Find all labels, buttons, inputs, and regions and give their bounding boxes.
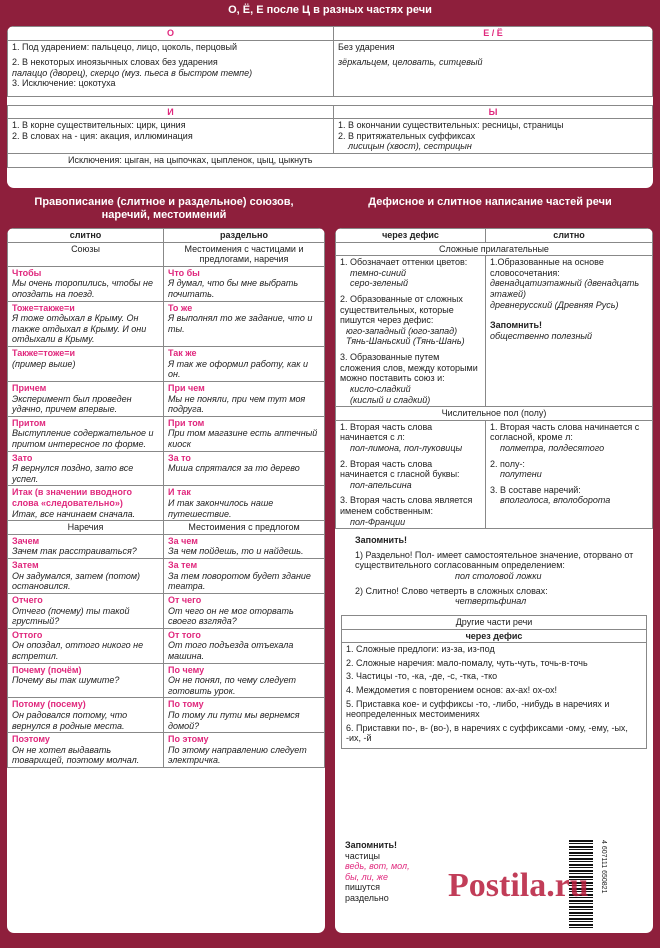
example-separate: Я выполнял то же задание, что и ты. bbox=[168, 313, 313, 334]
term-separate: По тому bbox=[168, 699, 204, 710]
remember-2: 2) Слитно! Слово четверть в сложных словах: bbox=[355, 585, 548, 596]
term-solid: Притом bbox=[12, 417, 46, 428]
watermark: Postila.ru bbox=[448, 867, 589, 904]
other-item: 6. Приставки по-, в- (во-), в наречиях с суффиксами -ому, -ему, -ых, -их, -й bbox=[346, 722, 628, 744]
adj-item: кисло-сладкий bbox=[350, 383, 411, 394]
term-separate: По этому bbox=[168, 734, 209, 745]
adj-item: 2. Образованные от сложных существительных, которые пишутся через дефис: bbox=[340, 294, 463, 326]
example-solid: (пример выше) bbox=[12, 358, 76, 369]
right-table bbox=[335, 228, 653, 529]
pol-item: полутени bbox=[500, 469, 542, 480]
adj-item: серо-зеленый bbox=[350, 278, 408, 289]
term-separate: За тем bbox=[168, 560, 198, 571]
o-item: 1. Под ударением: пальцецо, лицо, цоколь, перцовый bbox=[12, 41, 238, 52]
exceptions: Исключения: цыган, на цыпочках, цыпленок, цыц, цыкнуть bbox=[8, 154, 653, 168]
cell-solid bbox=[8, 698, 164, 733]
other-item: 4. Междометия с повторением основ: ах-ах! ох-ох! bbox=[346, 684, 557, 695]
cell-solid bbox=[8, 534, 164, 558]
cell-solid bbox=[8, 266, 164, 301]
sub-pronouns-prep: Местоимения с предлогом bbox=[164, 521, 325, 535]
example-separate: Я так же оформил работу, как и он. bbox=[168, 358, 309, 380]
table-row bbox=[8, 347, 325, 382]
cell-solid bbox=[8, 451, 164, 486]
example-solid: Выступление содержательное и притом интересное по форме. bbox=[12, 428, 154, 449]
pol-item: 2. Вторая часть слова начинается с гласной буквы: bbox=[340, 458, 460, 480]
example-separate: По тому ли пути мы вернемся домой? bbox=[168, 709, 300, 731]
cell-separate bbox=[164, 301, 325, 346]
sec-adjectives: Сложные прилагательные bbox=[336, 242, 653, 256]
remember-2-example: четвертьфинал bbox=[455, 596, 527, 607]
term-separate: То же bbox=[168, 302, 193, 313]
term-separate: При том bbox=[168, 417, 205, 428]
table-row bbox=[8, 266, 325, 301]
example-separate: От чего он не мог оторвать своего взгляда? bbox=[168, 605, 294, 627]
o-e-table bbox=[7, 26, 653, 97]
other-block bbox=[341, 615, 647, 749]
e-item: зёркальцем, целовать, ситцевый bbox=[338, 57, 483, 68]
top-card bbox=[7, 26, 653, 188]
cell-solid bbox=[8, 347, 164, 382]
example-solid: Он не хотел выдавать товарищей, поэтому молчал. bbox=[12, 744, 140, 766]
table-row bbox=[8, 381, 325, 416]
table-row bbox=[8, 301, 325, 346]
adj-item: юго-западный (юго-запад) bbox=[346, 325, 458, 336]
bottom-line: ведь, вот, мол, bbox=[345, 861, 410, 872]
left-col-b: раздельно bbox=[164, 229, 325, 243]
term-separate: За то bbox=[168, 452, 191, 463]
y-cell bbox=[334, 119, 653, 154]
term-solid: Чтобы bbox=[12, 267, 42, 278]
adj-item: 1.Образованные на основе словосочетания: bbox=[490, 257, 604, 278]
right-col-a: через дефис bbox=[336, 229, 486, 243]
example-separate: За чем пойдешь, то и найдешь. bbox=[168, 546, 304, 557]
term-solid: Потому (посему) bbox=[12, 699, 86, 710]
term-separate: По чему bbox=[168, 664, 205, 675]
other-item: 2. Сложные наречия: мало-помалу, чуть-чуть, точь-в-точь bbox=[346, 657, 588, 668]
pol-item: вполголоса, вполоборота bbox=[500, 495, 611, 506]
example-solid: Он задумался, затем (потом) остановился. bbox=[12, 570, 141, 592]
other-table bbox=[341, 615, 647, 749]
sub-adverbs: Наречия bbox=[8, 521, 164, 535]
term-separate: От того bbox=[168, 629, 201, 640]
adj-item: 1. Обозначает оттенки цветов: bbox=[340, 257, 468, 268]
table-row bbox=[8, 698, 325, 733]
bottom-title: Запомнить! bbox=[345, 840, 398, 850]
right-card bbox=[335, 228, 653, 933]
cell-solid bbox=[8, 301, 164, 346]
right-col-b: слитно bbox=[486, 229, 653, 243]
table-row bbox=[8, 593, 325, 628]
cell-separate bbox=[164, 347, 325, 382]
example-solid: Я вернулся поздно, зато все успел. bbox=[12, 463, 134, 484]
adj-item: древнерусский (Древняя Русь) bbox=[490, 299, 619, 310]
e-cell bbox=[334, 40, 653, 96]
cell-separate bbox=[164, 451, 325, 486]
left-title: Правописание (слитное и раздельное) союзов, наречий, местоимений bbox=[34, 196, 294, 222]
example-solid: Мы очень торопились, чтобы не опоздать на поезд. bbox=[12, 278, 153, 300]
example-solid: Он опоздал, оттого никого не встретил. bbox=[12, 640, 144, 661]
i-cell bbox=[8, 119, 334, 154]
remember-title: Запомнить! bbox=[355, 535, 408, 546]
adj-item: Запомнить! bbox=[490, 320, 543, 331]
top-title: О, Ё, Е после Ц в разных частях речи bbox=[228, 4, 432, 16]
term-solid: Зато bbox=[12, 452, 33, 463]
pol-item: пол-лимона, пол-луковицы bbox=[350, 442, 463, 453]
col-y: Ы bbox=[334, 105, 653, 119]
adj-item: общественно полезный bbox=[490, 330, 593, 341]
sub-pronouns: Местоимения с частицами и предлогами, наречия bbox=[164, 242, 325, 266]
table-row bbox=[8, 534, 325, 558]
o-item: 2. В некоторых иноязычных словах без ударения bbox=[12, 57, 218, 68]
pol-item: 2. полу-: bbox=[490, 458, 525, 469]
y-item: лисицын (хвост), сестрицын bbox=[348, 141, 472, 152]
adj-item: двенадцатиэтажный (двенадцать этажей) bbox=[490, 278, 640, 300]
cell-separate bbox=[164, 266, 325, 301]
y-item: 2. В притяжательных суффиксах bbox=[338, 130, 476, 141]
example-separate: При том магазине есть аптечный киоск bbox=[168, 428, 318, 449]
cell-separate bbox=[164, 628, 325, 663]
example-solid: Я тоже отдыхал в Крыму. Он также отдыхал в Крыму. И они отдыхали в Крыму. bbox=[12, 313, 147, 345]
example-solid: Почему вы так шумите? bbox=[12, 675, 120, 686]
other-item: 5. Приставка кое- и суффиксы -то, -либо, -нибудь в наречиях и неопределенных местоимениях bbox=[346, 698, 610, 720]
remember-block bbox=[335, 529, 653, 607]
o-item: палаццо (дворец), скерцо (муз. пьеса в быстром темпе) bbox=[12, 67, 253, 78]
cell-separate bbox=[164, 698, 325, 733]
term-solid: Затем bbox=[12, 560, 39, 571]
sub-unions: Союзы bbox=[8, 242, 164, 266]
cell-separate bbox=[164, 663, 325, 698]
o-item: 3. Исключение: цокотуха bbox=[12, 78, 116, 89]
example-separate: Он не понял, по чему следует готовить урок. bbox=[168, 675, 297, 696]
cell-solid bbox=[8, 733, 164, 768]
pol-item: пол-апельсина bbox=[350, 479, 412, 490]
e-item: Без ударения bbox=[338, 41, 395, 52]
adj-item: Тянь-Шаньский (Тянь-Шань) bbox=[346, 336, 465, 347]
i-y-table bbox=[7, 105, 653, 168]
term-separate: За чем bbox=[168, 535, 198, 546]
table-row bbox=[8, 733, 325, 768]
i-item: 1. В корне существительных: цирк, циния bbox=[12, 120, 186, 131]
cell-separate bbox=[164, 416, 325, 451]
pol-item: полметра, полдесятого bbox=[500, 442, 605, 453]
cell-solid bbox=[8, 416, 164, 451]
adj-hyphen bbox=[336, 256, 486, 407]
adj-item: темно-синий bbox=[350, 267, 406, 278]
example-separate: И так закончилось наше путешествие. bbox=[168, 498, 274, 519]
pol-item: пол-Франции bbox=[350, 516, 406, 527]
other-list bbox=[342, 643, 647, 749]
example-separate: Я думал, что бы мне выбрать почитать. bbox=[168, 278, 299, 300]
left-col-a: слитно bbox=[8, 229, 164, 243]
pol-item: 3. Вторая часть слова является именем собственным: bbox=[340, 495, 473, 517]
cell-separate bbox=[164, 559, 325, 594]
bottom-line: бы, ли, же bbox=[345, 871, 388, 882]
example-separate: Миша спрятался за то дерево bbox=[168, 463, 300, 474]
cell-separate bbox=[164, 593, 325, 628]
other-title: Другие части речи bbox=[342, 615, 647, 629]
bottom-line: раздельно bbox=[345, 893, 389, 904]
term-solid: Поэтому bbox=[12, 734, 50, 745]
cell-solid bbox=[8, 663, 164, 698]
term-separate: Что бы bbox=[168, 267, 200, 278]
cell-solid bbox=[8, 381, 164, 416]
left-card bbox=[7, 228, 325, 933]
bottom-line: частицы bbox=[345, 850, 380, 861]
term-separate: И так bbox=[168, 487, 191, 498]
example-solid: Он радовался потому, что вернулся в родные места. bbox=[12, 709, 128, 731]
cell-separate bbox=[164, 733, 325, 768]
i-item: 2. В словах на - ция: акация, иллюминация bbox=[12, 130, 193, 141]
term-solid: Отчего bbox=[12, 594, 43, 605]
other-item: 3. Частицы -то, -ка, -де, -с, -тка, -тко bbox=[346, 671, 498, 682]
term-separate: От чего bbox=[168, 594, 202, 605]
sec-pol: Числительное пол (полу) bbox=[336, 407, 653, 421]
o-cell bbox=[8, 40, 334, 96]
col-e: Е / Ё bbox=[334, 27, 653, 41]
example-solid: Эксперимент был проведен удачно, причем впервые. bbox=[12, 393, 132, 415]
pol-item: 1. Вторая часть слова начинается с согласной, кроме л: bbox=[490, 421, 640, 443]
cell-separate bbox=[164, 486, 325, 521]
y-item: 1. В окончании существительных: ресницы, страницы bbox=[338, 120, 564, 131]
pol-item: 1. Вторая часть слова начинается с л: bbox=[340, 421, 433, 443]
cell-solid bbox=[8, 486, 164, 521]
col-i: И bbox=[8, 105, 334, 119]
term-solid: Также=тоже=и bbox=[12, 348, 76, 359]
example-solid: Отчего (почему) ты такой грустный? bbox=[12, 605, 130, 627]
pol-hyphen bbox=[336, 420, 486, 528]
example-separate: По этому направлению следует электричка. bbox=[168, 744, 307, 766]
cell-solid bbox=[8, 593, 164, 628]
example-separate: Мы не поняли, при чем тут моя подруга. bbox=[168, 393, 306, 415]
term-solid: Почему (почём) bbox=[12, 664, 82, 675]
right-title: Дефисное и слитное написание частей речи bbox=[368, 196, 612, 208]
cell-separate bbox=[164, 534, 325, 558]
barcode-number: 4 607111 650821 bbox=[600, 840, 607, 894]
cell-separate bbox=[164, 381, 325, 416]
term-separate: Так же bbox=[168, 348, 197, 359]
cell-solid bbox=[8, 559, 164, 594]
pol-item: 3. В составе наречий: bbox=[490, 484, 581, 495]
table-row bbox=[8, 416, 325, 451]
example-solid: Зачем так расстраиваться? bbox=[12, 546, 137, 557]
term-separate: При чем bbox=[168, 382, 205, 393]
pol-solid bbox=[486, 420, 653, 528]
remember-1: 1) Раздельно! Пол- имеет самостоятельное значение, оторвано от существительного согласованным определением: bbox=[355, 549, 634, 571]
term-solid: Зачем bbox=[12, 535, 40, 546]
bottom-line: пишутся bbox=[345, 882, 381, 893]
col-o: О bbox=[8, 27, 334, 41]
table-row bbox=[8, 451, 325, 486]
table-row bbox=[8, 486, 325, 521]
term-solid: Итак (в значении вводного слова «следовательно») bbox=[12, 487, 132, 509]
remember-1-example: пол столовой ложки bbox=[455, 571, 542, 582]
example-separate: От того подъезда отъехала машина. bbox=[168, 640, 294, 661]
table-row bbox=[8, 663, 325, 698]
table-row bbox=[8, 628, 325, 663]
adj-item: (кислый и сладкий) bbox=[350, 394, 431, 405]
example-separate: За тем поворотом будет здание театра. bbox=[168, 570, 311, 592]
term-solid: Тоже=также=и bbox=[12, 302, 75, 313]
term-solid: Причем bbox=[12, 382, 47, 393]
adj-item: 3. Образованные путем сложения слов, между которыми можно поставить союз и: bbox=[340, 352, 478, 384]
table-row bbox=[8, 559, 325, 594]
other-item: 1. Сложные предлоги: из-за, из-под bbox=[346, 644, 495, 655]
cell-solid bbox=[8, 628, 164, 663]
example-solid: Итак, все начинаем сначала. bbox=[12, 508, 136, 519]
adj-solid bbox=[486, 256, 653, 407]
left-table bbox=[7, 228, 325, 768]
other-sub: через дефис bbox=[342, 629, 647, 643]
term-solid: Оттого bbox=[12, 629, 43, 640]
